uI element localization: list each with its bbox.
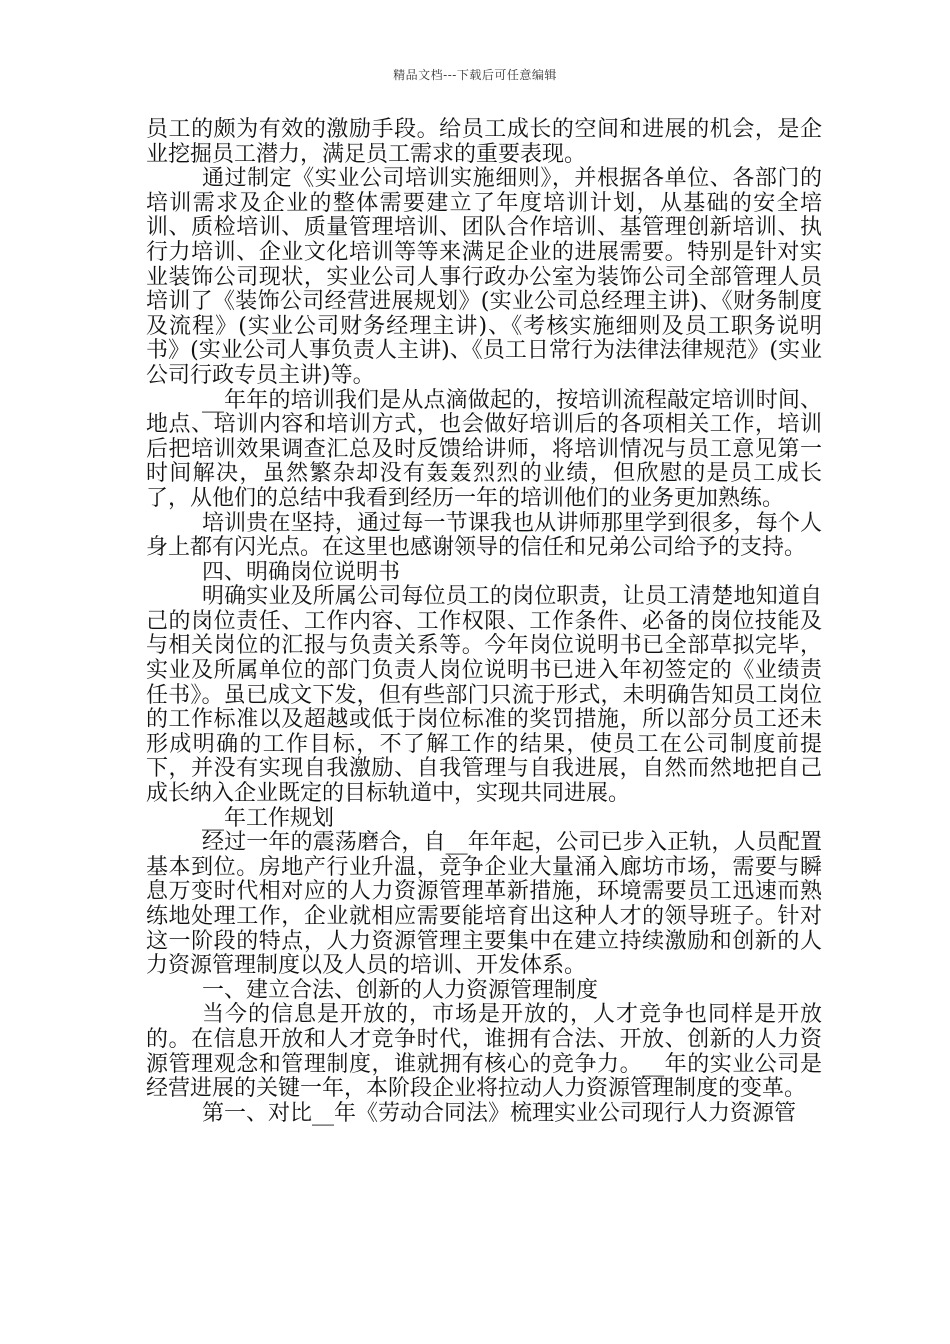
paragraph: __年年的培训我们是从点滴做起的，按培训流程敲定培训时间、地点、培训内容和培训方式，也会做好培训后的各项相关工作，培训后把培训效果调查汇总及时反馈给讲师，将培训情况与员工意见第一时间解决，虽然繁杂却没有轰轰烈烈的业绩，但欣慰的是员工成长了，从他们的总结中我看到经历一年的培训他们的业务更加熟练。 <box>146 387 822 511</box>
section-heading: 四、明确岗位说明书 <box>202 559 401 585</box>
paragraph: 经过一年的震荡磨合，自__年年起，公司已步入正轨，人员配置基本到位。房地产行业升温，竞争企业大量涌入廊坊市场，需要与瞬息万变时代相对应的人力资源管理革新措施，环境需要员工迅速而熟练地处理工作，企业就相应需要能培育出这种人才的领导班子。针对这一阶段的特点，人力资源管理主要集中在建立持续激励和创新的人力资源管理制度以及人员的培训、开发体系。 <box>146 830 822 979</box>
paragraph: 明确实业及所属公司每位员工的岗位职责，让员工清楚地知道自己的岗位责任、工作内容、工作权限、工作条件、必备的岗位技能及与相关岗位的汇报与负责关系等。今年岗位说明书已全部草拟完毕，实业及所属单位的部门负责人岗位说明书已进入年初签定的《业绩责任书》。虽已成文下发，但有些部门只流于形式，未明确告知员工岗位的工作标准以及超越或低于岗位标准的奖罚措施，所以部分员工还未形成明确的工作目标，不了解工作的结果，使员工在公司制度前提下，并没有实现自我激励、自我管理与自我进展，自然而然地把自己成长纳入企业既定的目标轨道中，实现共同进展。 <box>146 584 822 807</box>
paragraph: 员工的颇为有效的激励手段。给员工成长的空间和进展的机会，是企业挖掘员工潜力，满足员工需求的重要表现。 <box>146 117 822 167</box>
paragraph: 当今的信息是开放的，市场是开放的，人才竞争也同样是开放的。在信息开放和人才竞争时代，谁拥有合法、开放、创新的人力资源管理观念和管理制度，谁就拥有核心的竞争力。__年的实业公司是经营进展的关键一年，本阶段企业将拉动人力资源管理制度的变革。 <box>146 1002 822 1102</box>
paragraph: 第一、对比__年《劳动合同法》梳理实业公司现行人力资源管 <box>202 1100 797 1126</box>
page-header: 精品文档---下载后可任意编辑 <box>393 68 557 82</box>
document-body <box>146 118 822 1126</box>
paragraph: 培训贵在坚持，通过每一节课我也从讲师那里学到很多，每个人身上都有闪光点。在这里也感谢领导的信任和兄弟公司给予的支持。 <box>146 510 822 561</box>
section-heading: 一、建立合法、创新的人力资源管理制度 <box>202 977 599 1003</box>
section-heading: __年工作规划 <box>202 805 335 831</box>
paragraph: 通过制定《实业公司培训实施细则》，并根据各单位、各部门的培训需求及企业的整体需要建立了年度培训计划，从基础的安全培训、质检培训、质量管理培训、团队合作培训、基管理创新培训、执行力培训、企业文化培训等等来满足企业的进展需要。特别是针对实业装饰公司现状，实业公司人事行政办公室为装饰公司全部管理人员培训了《装饰公司经营进展规划》(实业公司总经理主讲)、《财务制度及流程》(实业公司财务经理主讲)、《考核实施细则及员工职务说明书》(实业公司人事负责人主讲)、《员工日常行为法律法律规范》(实业公司行政专员主讲)等。 <box>146 166 822 388</box>
